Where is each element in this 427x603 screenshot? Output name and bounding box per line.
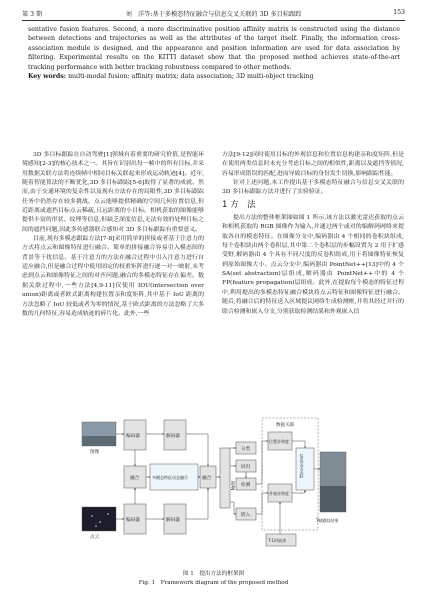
pointcloud-dot: [107, 513, 109, 515]
arrow: [256, 441, 268, 484]
figure-caption-zh: 图 1 提出方法的框架图: [182, 571, 245, 577]
framework-figure: [80, 412, 348, 564]
position-affinity-label: 位置亲和度: [269, 439, 289, 444]
rpn-label: RPN: [229, 481, 234, 491]
figure-caption-en: Fig. 1 Framework diagram of the proposed method: [138, 580, 289, 586]
reg-head-label: 回归: [241, 465, 251, 470]
section-number: 1: [222, 199, 228, 210]
arrow: [186, 488, 208, 519]
arrow: [292, 441, 305, 448]
running-header: [22, 7, 405, 19]
cls-head-label: 分类: [241, 447, 251, 452]
fusion-left-label: 融合: [130, 476, 140, 481]
appearance-affinity-label: 外观亲和度: [269, 491, 289, 496]
arrow: [256, 493, 268, 514]
section-title: 方 法: [230, 199, 256, 210]
tracking-output-label: T帧跟踪结果: [316, 518, 339, 523]
data-association-label: 数据关联: [276, 423, 295, 428]
image-road-shade: [82, 436, 116, 446]
issue-label: 第 3 期: [22, 11, 43, 18]
arrow: [230, 502, 236, 514]
pointcloud-dot: [91, 515, 93, 517]
body-paragraph: 针对上述问题,本工作提出基于多模态特征融合与信息交叉关联的 3D 多目标跟踪方法并进行了实验验证。: [222, 180, 404, 196]
header-rule: [22, 20, 405, 21]
keywords-line: [28, 72, 400, 81]
body-paragraph: 方法[9-12]同时使用目标的外观信息和位置信息构建亲和度矩阵,但是在使用两类信息时未充分考虑目标之间的相似性,距离以及遮挡等情况,容易形成错误的匹配,进而导致目标的身份发生切换,影响跟踪性能。: [222, 152, 404, 177]
arrow: [186, 434, 208, 466]
arrow: [292, 490, 305, 493]
body-paragraph: 目前,现有多模态跟踪方法[7-8]采用简单的拼接或者基于注意力的方式将点云和图像特征进行融合。简单的拼接融合容易引入模态间的背景等干扰信息。基于注意力的方法在融合过程中引入注意力进行自适应融合,但是融合过程中使用固定的权重矩阵进行逐一对一映射,未考虑到点云和图像特征之间的对齐问题,融合的多模态特征存在偏差。数据关联过程中,一些方法[4,9-11]仅使用 IOU(intersection over union)距离或者欧式距离构建位置亲和度矩阵,其中基于 IoU 距离的方法忽略了 IoU 较低或者为零的情况,基于欧式距离的方法忽略了大多数的几何特征,容易造成轨迹的碎片化。此外,一些: [22, 236, 204, 317]
pointcloud-input-label: 点云: [90, 535, 100, 540]
page-number: 153: [393, 9, 405, 16]
section-heading: [222, 201, 404, 210]
output-road-shade: [320, 486, 346, 512]
rpn-box: [220, 448, 230, 508]
right-column: [222, 151, 404, 317]
fusion-right-label: 融合: [202, 476, 212, 481]
pointcloud-input-thumbnail: [82, 507, 116, 531]
fusion-center-label: 多模态特征动态融合: [152, 475, 188, 480]
pointcloud-decoder-label: 解码器: [166, 518, 180, 523]
pointcloud-dot: [95, 525, 97, 527]
pointcloud-dot: [99, 521, 101, 523]
body-paragraph: 3D 多目标跟踪在自动驾驶[1]领域有着重要的研究价值,是智能环境感知[2-3]的核心技术之一。其旨在识别出每一帧中的所有目标,并采用数据关联方法将连续帧中相同目标关联起来形成运动轨迹[4]。近年,随着智能算法的不断优化,3D 多目标跟踪[5-6]取得了显著的成就。然而,由于交通环境的复杂性以及现有方法存在的局限性,3D 多目标跟踪任务中仍然存在较多挑战。点云能够提供精确的空间几何位置信息,但近距离或遮挡目标点云稀疏,且远距离的小目标。相机获取的图像能够提供丰富的形状、纹理等信息,但缺乏深度信息,无法有效的处理目标之间的遮挡问题,因此多传感器联合感知对 3D 多目标跟踪有重要意义。: [22, 152, 204, 233]
image-input-label: 图像: [90, 450, 100, 455]
pointcloud-encoder-label: 编码器: [126, 518, 140, 523]
running-title: 刘 洋等:基于多模态特征融合与信息交叉关联的 3D 多目标跟踪: [125, 11, 302, 18]
keywords-label: Key words:: [28, 73, 67, 81]
image-decoder-label: 解码器: [166, 434, 180, 439]
image-encoder-label: 编码器: [126, 434, 140, 439]
abstract-text: sentative fusion features. Second, a more discriminative position affinity matrix is constructed using the distance between detections and trajectories as well as the attributes of the target itself. Finally, the information cross-association module is designed, and the appearance and position information are used for data association by filtering. Experimental results on the KITTI dataset show that the proposed method achieves state-of-the-art tracking performance with better tracking robustness compared to other methods.: [28, 26, 400, 71]
trajectory-label: T-1时轨迹: [268, 538, 287, 543]
cross-association-label: 信息交叉关联: [299, 454, 305, 478]
body-paragraph: 提出方法的整体框架图如图 1 所示,该方法以激光雷达获取的点云和相机获取的 RGB 图像作为输入,并通过两个或对的编解码网络来提取各自的模态特征。在图像分支中,编码器由 4 个相同的卷积块组成,每个卷积块由两个卷积层,其中第二个卷积层的步幅设置为 2 用于扩感受野,解码器由 4 个具有不同尺度的反卷积组成,用于将图像特征恢复到原始图像大小。点云分支中,编码器由 PointNet++[13]中的 4 个 SA(set abstraction)层组成,解码器由 PointNet++中的 4 个 FP(feature propagation)层组成。此外,在提取每个模态的特征过程中,利用提出的多模态特征融合模块将点云特征和图像特征进行融合。随后,将融合后的特征送入区域提议网络生成检测框,并将其经过并行的联合检测和嵌入分支,分别获取检测结果和外观嵌入信: [222, 215, 404, 315]
embed-head-label: 嵌入: [241, 513, 251, 518]
detections-label: 检测: [241, 483, 251, 488]
english-abstract: [28, 25, 400, 81]
keywords-text: multi-modal fusion; affinity matrix; data association; 3D multi-object tracking: [68, 73, 314, 81]
left-column: [22, 151, 204, 319]
